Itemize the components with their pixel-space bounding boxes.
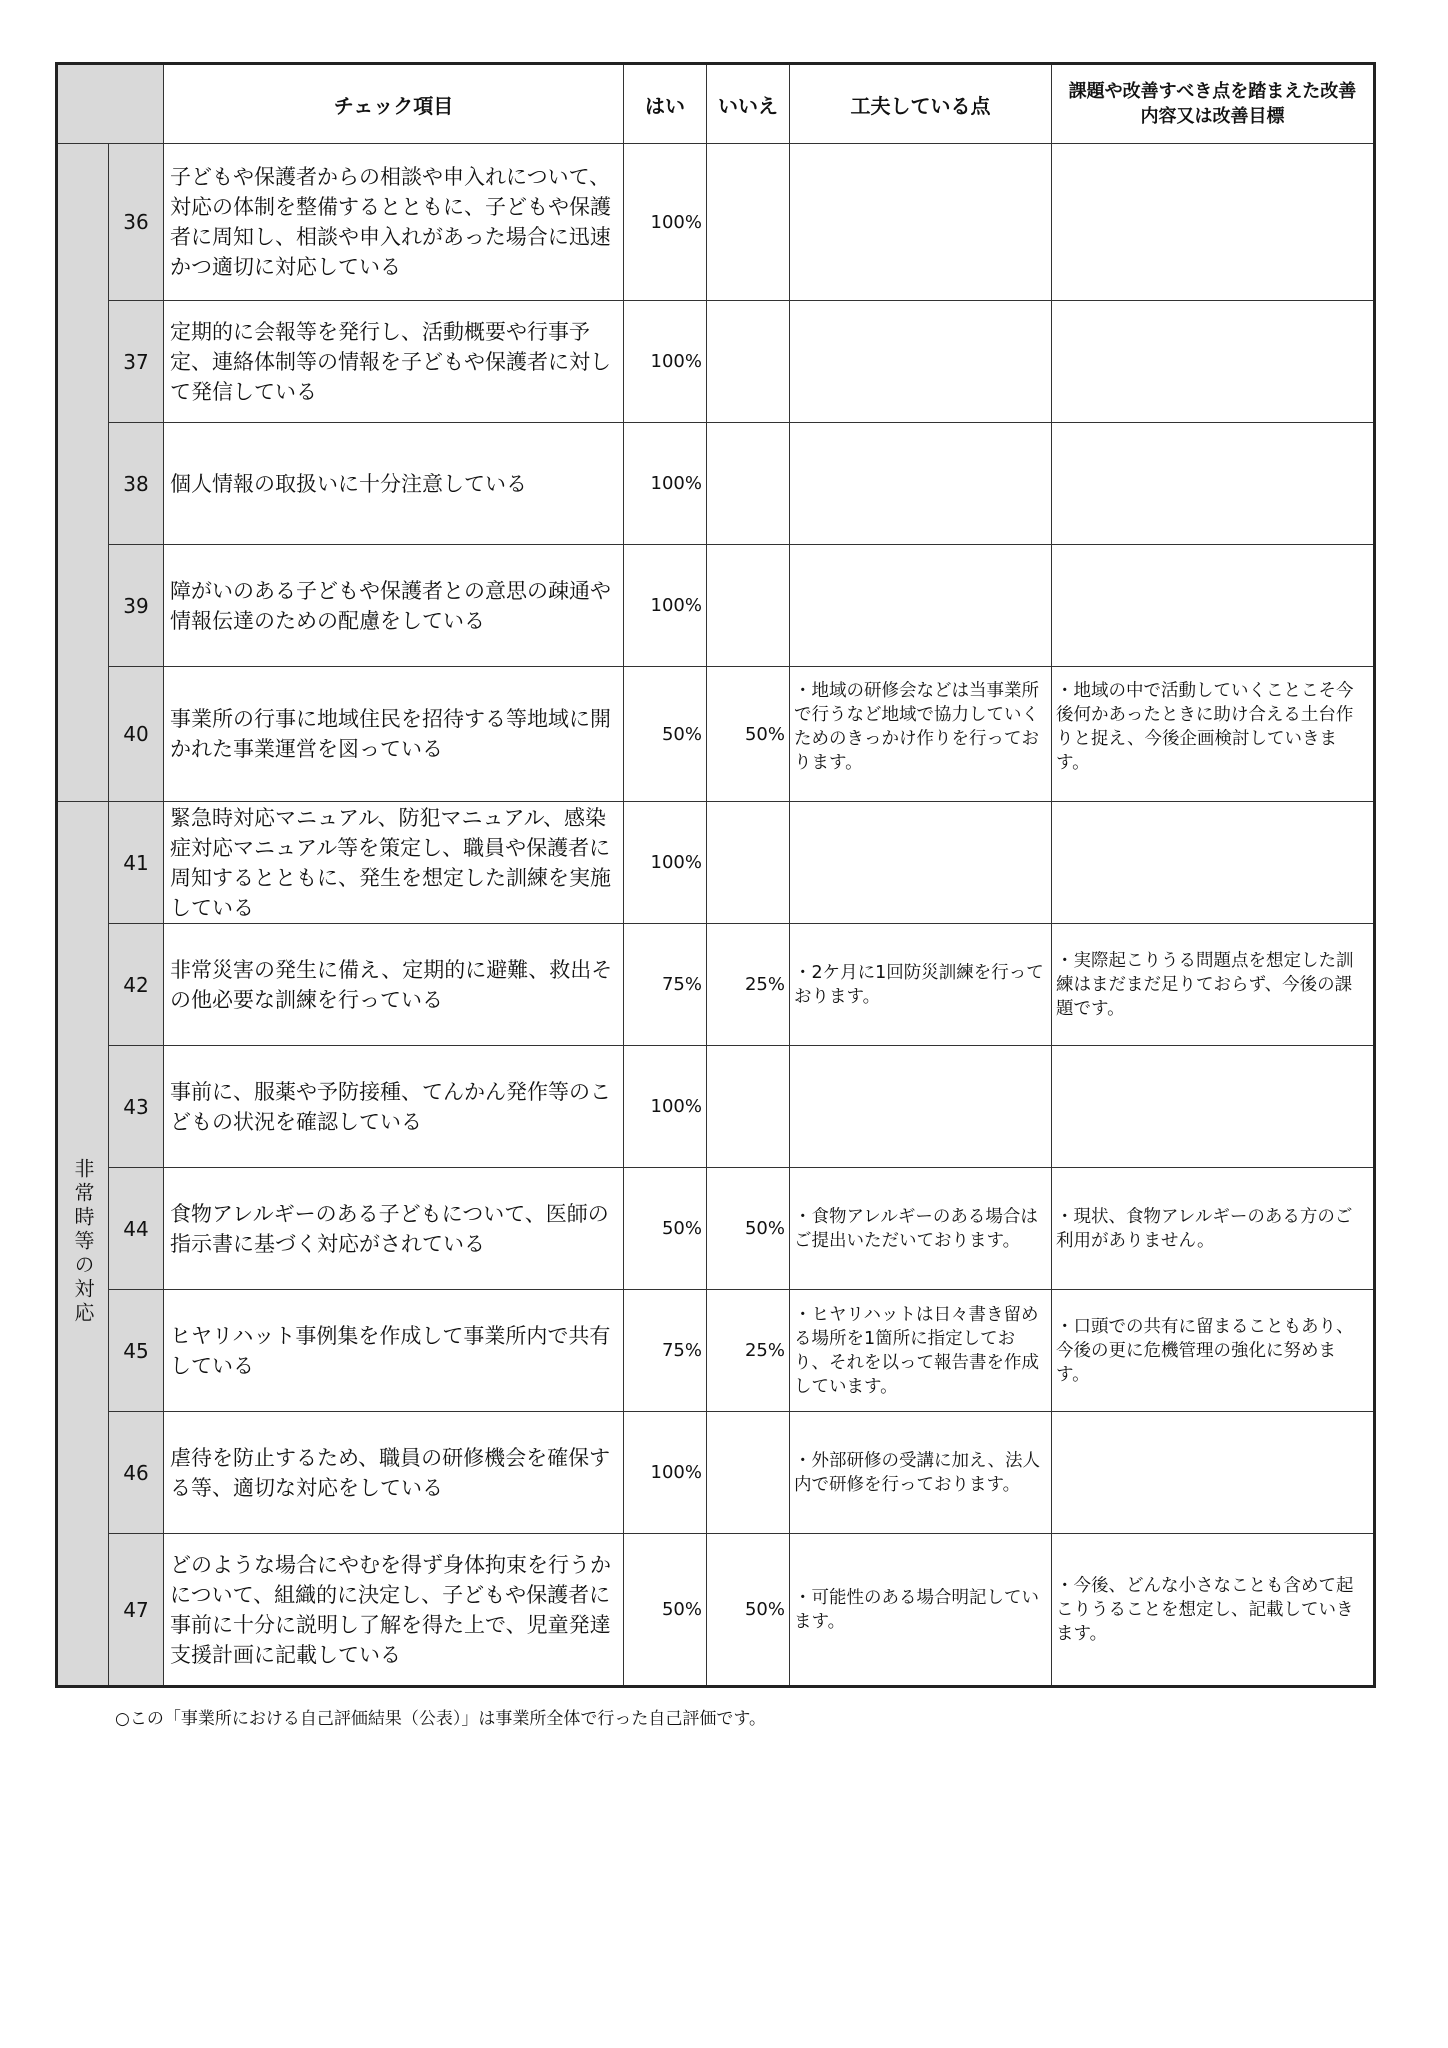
- row-item: 非常災害の発生に備え、定期的に避難、救出その他必要な訓練を行っている: [164, 924, 624, 1046]
- row-item: ヒヤリハット事例集を作成して事業所内で共有している: [164, 1290, 624, 1412]
- row-improvement: ・地域の中で活動していくことこそ今後何かあったときに助け合える土台作りと捉え、今後企画検討していきます。: [1052, 667, 1375, 802]
- row-ingenuity: [790, 301, 1052, 423]
- row-item: 緊急時対応マニュアル、防犯マニュアル、感染症対応マニュアル等を策定し、職員や保護者に周知するとともに、発生を想定した訓練を実施している: [164, 802, 624, 924]
- header-check-item: チェック項目: [164, 64, 624, 144]
- table-row: [57, 1290, 1375, 1412]
- row-item: 子どもや保護者からの相談や申入れについて、対応の体制を整備するとともに、子どもや保護者に周知し、相談や申入れがあった場合に迅速かつ適切に対応している: [164, 144, 624, 301]
- row-number: 47: [109, 1534, 164, 1687]
- row-no: [707, 1046, 790, 1168]
- row-item: 虐待を防止するため、職員の研修機会を確保する等、適切な対応をしている: [164, 1412, 624, 1534]
- table-row: [57, 144, 1375, 301]
- row-item: 個人情報の取扱いに十分注意している: [164, 423, 624, 545]
- row-number: 38: [109, 423, 164, 545]
- row-no: 25%: [707, 924, 790, 1046]
- row-ingenuity: ・2ケ月に1回防災訓練を行っております。: [790, 924, 1052, 1046]
- table-row: [57, 1046, 1375, 1168]
- row-no: 50%: [707, 667, 790, 802]
- row-yes: 50%: [624, 1168, 707, 1290]
- row-ingenuity: [790, 1046, 1052, 1168]
- row-no: [707, 423, 790, 545]
- row-number: 36: [109, 144, 164, 301]
- row-ingenuity: [790, 423, 1052, 545]
- row-improvement: ・現状、食物アレルギーのある方のご利用がありません。: [1052, 1168, 1375, 1290]
- row-number: 43: [109, 1046, 164, 1168]
- evaluation-table: [55, 62, 1376, 1688]
- table-row: [57, 545, 1375, 667]
- row-ingenuity: ・地域の研修会などは当事業所で行うなど地域で協力していくためのきっかけ作りを行っております。: [790, 667, 1052, 802]
- row-number: 41: [109, 802, 164, 924]
- row-improvement: ・口頭での共有に留まることもあり、今後の更に危機管理の強化に努めます。: [1052, 1290, 1375, 1412]
- row-number: 42: [109, 924, 164, 1046]
- row-improvement: [1052, 301, 1375, 423]
- table-row: [57, 924, 1375, 1046]
- row-yes: 50%: [624, 667, 707, 802]
- row-item: 定期的に会報等を発行し、活動概要や行事予定、連絡体制等の情報を子どもや保護者に対して発信している: [164, 301, 624, 423]
- header-ingenuity: 工夫している点: [790, 64, 1052, 144]
- table-row: [57, 301, 1375, 423]
- table-row: [57, 667, 1375, 802]
- table-row: [57, 1534, 1375, 1687]
- row-yes: 100%: [624, 301, 707, 423]
- row-no: 50%: [707, 1534, 790, 1687]
- row-no: [707, 545, 790, 667]
- row-yes: 100%: [624, 545, 707, 667]
- row-yes: 75%: [624, 924, 707, 1046]
- row-ingenuity: [790, 144, 1052, 301]
- row-improvement: [1052, 545, 1375, 667]
- row-yes: 100%: [624, 423, 707, 545]
- row-ingenuity: ・ヒヤリハットは日々書き留める場所を1箇所に指定しており、それを以って報告書を作成しています。: [790, 1290, 1052, 1412]
- section-cell-2: [57, 802, 109, 1687]
- header-improvement: 課題や改善すべき点を踏まえた改善内容又は改善目標: [1052, 64, 1375, 144]
- row-no: [707, 1412, 790, 1534]
- row-ingenuity: ・外部研修の受講に加え、法人内で研修を行っております。: [790, 1412, 1052, 1534]
- row-yes: 100%: [624, 144, 707, 301]
- row-ingenuity: ・食物アレルギーのある場合はご提出いただいております。: [790, 1168, 1052, 1290]
- table-row: [57, 423, 1375, 545]
- header-blank: [57, 64, 164, 144]
- table-row: [57, 802, 1375, 924]
- row-number: 44: [109, 1168, 164, 1290]
- row-no: [707, 301, 790, 423]
- header-yes: はい: [624, 64, 707, 144]
- row-item: 事業所の行事に地域住民を招待する等地域に開かれた事業運営を図っている: [164, 667, 624, 802]
- row-item: 事前に、服薬や予防接種、てんかん発作等のこどもの状況を確認している: [164, 1046, 624, 1168]
- header-no: いいえ: [707, 64, 790, 144]
- row-ingenuity: ・可能性のある場合明記しています。: [790, 1534, 1052, 1687]
- row-yes: 75%: [624, 1290, 707, 1412]
- row-no: 50%: [707, 1168, 790, 1290]
- row-number: 46: [109, 1412, 164, 1534]
- row-improvement: [1052, 1412, 1375, 1534]
- row-number: 37: [109, 301, 164, 423]
- row-yes: 50%: [624, 1534, 707, 1687]
- row-item: 障がいのある子どもや保護者との意思の疎通や情報伝達のための配慮をしている: [164, 545, 624, 667]
- row-no: [707, 144, 790, 301]
- row-no: 25%: [707, 1290, 790, 1412]
- row-yes: 100%: [624, 1412, 707, 1534]
- table-row: [57, 1168, 1375, 1290]
- row-improvement: [1052, 1046, 1375, 1168]
- row-item: どのような場合にやむを得ず身体拘束を行うかについて、組織的に決定し、子どもや保護者に事前に十分に説明し了解を得た上で、児童発達支援計画に記載している: [164, 1534, 624, 1687]
- row-ingenuity: [790, 802, 1052, 924]
- row-no: [707, 802, 790, 924]
- section-cell-1: [57, 144, 109, 802]
- row-item: 食物アレルギーのある子どもについて、医師の指示書に基づく対応がされている: [164, 1168, 624, 1290]
- row-number: 39: [109, 545, 164, 667]
- row-yes: 100%: [624, 1046, 707, 1168]
- section-label-emergency: 非常時等の対応: [71, 1157, 95, 1326]
- row-improvement: ・今後、どんな小さなことも含めて起こりうることを想定し、記載していきます。: [1052, 1534, 1375, 1687]
- row-improvement: [1052, 144, 1375, 301]
- table-row: [57, 1412, 1375, 1534]
- row-ingenuity: [790, 545, 1052, 667]
- row-improvement: [1052, 423, 1375, 545]
- row-improvement: ・実際起こりうる問題点を想定した訓練はまだまだ足りておらず、今後の課題です。: [1052, 924, 1375, 1046]
- footer-note: ○この「事業所における自己評価結果（公表）」は事業所全体で行った自己評価です。: [115, 1709, 766, 1729]
- row-yes: 100%: [624, 802, 707, 924]
- row-number: 45: [109, 1290, 164, 1412]
- row-number: 40: [109, 667, 164, 802]
- row-improvement: [1052, 802, 1375, 924]
